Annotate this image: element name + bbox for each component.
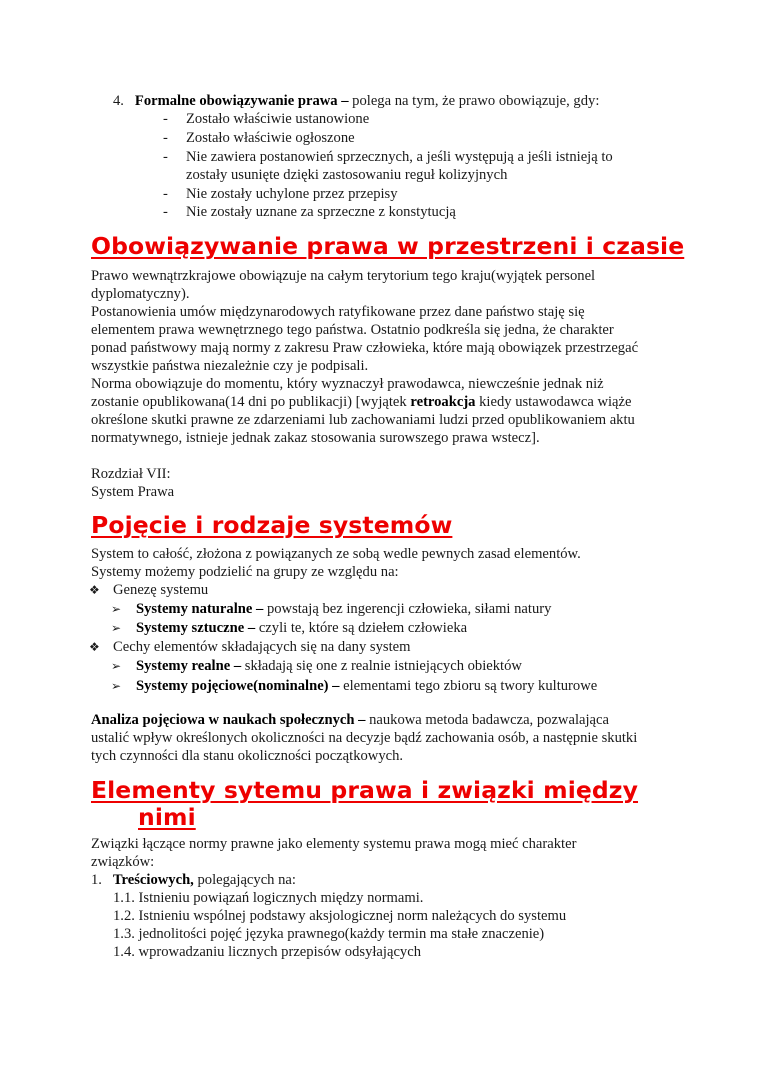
list-item: Systemy pojęciowe(nominalne) – elementami tego zbioru są twory kulturowe — [136, 678, 598, 694]
term-retroaction: retroakcja — [410, 394, 476, 410]
sub-list-item: 1.2. Istnieniu wspólnej podstawy aksjologicznej norm należących do systemu — [113, 908, 567, 924]
paragraph-line-retroaction: zostanie opublikowana(14 dni po publikacji) [wyjątek retroakcja kiedy ustawodawca wiąże — [91, 394, 632, 410]
arrow-bullet-icon: ➢ — [111, 659, 122, 673]
list-item-content: 1. Treściowych, polegających na: — [91, 872, 296, 888]
dash-bullet: - — [163, 111, 168, 127]
chapter-number: Rozdział VII: — [91, 466, 171, 482]
paragraph-line: Związki łączące normy prawne jako elementy systemu prawa mogą mieć charakter — [91, 836, 577, 852]
definition-analysis: Analiza pojęciowa w naukach społecznych – naukowa metoda badawcza, pozwalająca — [91, 712, 609, 728]
dash-bullet: - — [163, 130, 168, 146]
list-item: Systemy realne – składają się one z realnie istniejących obiektów — [136, 658, 522, 674]
paragraph-line: określone skutki prawne ze zdarzeniami lub zachowaniami ludzi przed opublikowaniem aktu — [91, 412, 635, 428]
arrow-bullet-icon: ➢ — [111, 621, 122, 635]
paragraph-line: Norma obowiązuje do momentu, który wyznaczył prawodawca, niewcześnie jednak niż — [91, 376, 604, 392]
arrow-bullet-icon: ➢ — [111, 602, 122, 616]
paragraph-line: Postanowienia umów międzynarodowych ratyfikowane przez dane państwo staję się — [91, 304, 585, 320]
diamond-bullet-icon: ❖ — [89, 583, 100, 597]
list-item: Nie zawiera postanowień sprzecznych, a jeśli występują a jeśli istnieją to — [186, 149, 613, 165]
list-item: Systemy sztuczne – czyli te, które są dziełem człowieka — [136, 620, 468, 636]
paragraph-line: elementem prawa wewnętrznego tego państwa. Ostatnio podkreśla się jedna, że charakter — [91, 322, 614, 338]
paragraph-line: System to całość, złożona z powiązanych ze sobą wedle pewnych zasad elementów. — [91, 546, 581, 562]
dash-bullet: - — [163, 149, 168, 165]
paragraph-line: Systemy możemy podzielić na grupy ze względu na: — [91, 564, 399, 580]
paragraph-line: wszystkie państwa niezależnie czy je podpisali. — [91, 358, 369, 374]
paragraph-line: normatywnego, istnieje jednak zakaz stosowania surowszego prawa wstecz]. — [91, 430, 540, 446]
paragraph-line: Prawo wewnątrzkrajowe obowiązuje na całym terytorium tego kraju(wyjątek personel — [91, 268, 596, 284]
heading-space-time: Obowiązywanie prawa w przestrzeni i czasie — [91, 232, 685, 260]
list-item-continuation: zostały usunięte dzięki zastosowaniu reguł kolizyjnych — [186, 167, 508, 183]
list-item: Nie zostały uchylone przez przepisy — [186, 186, 398, 202]
chapter-title: System Prawa — [91, 484, 175, 500]
sub-list-item: 1.3. jednolitości pojęć języka prawnego(każdy termin ma stałe znaczenie) — [113, 926, 545, 942]
paragraph-line: związków: — [91, 854, 155, 870]
list-item-formal: 4. Formalne obowiązywanie prawa – polega na tym, że prawo obowiązuje, gdy: — [113, 93, 600, 109]
paragraph-line: ponad państwowy mają normy z zakresu Praw człowieka, które mają obowiązek przestrzegać — [91, 340, 639, 356]
list-item: Zostało właściwie ogłoszone — [186, 130, 355, 146]
heading-systems: Pojęcie i rodzaje systemów — [91, 511, 453, 539]
list-item: Nie zostały uznane za sprzeczne z konstytucją — [186, 204, 456, 220]
sub-list-item: 1.1. Istnieniu powiązań logicznych między normami. — [113, 890, 424, 906]
list-item: Systemy naturalne – powstają bez ingerencji człowieka, siłami natury — [136, 601, 552, 617]
paragraph-line: ustalić wpływ określonych okoliczności na decyzje bądź zachowania osób, a następnie skutki — [91, 730, 638, 746]
group-label: Genezę systemu — [113, 582, 209, 598]
group-label: Cechy elementów składających się na dany system — [113, 639, 411, 655]
heading-elements: Elementy sytemu prawa i związki między — [91, 776, 639, 804]
dash-bullet: - — [163, 204, 168, 220]
arrow-bullet-icon: ➢ — [111, 679, 122, 693]
paragraph-line: tych czynności dla stanu okoliczności początkowych. — [91, 748, 404, 764]
term: Formalne obowiązywanie prawa – — [134, 93, 349, 109]
diamond-bullet-icon: ❖ — [89, 640, 100, 654]
heading-elements-continuation: nimi — [138, 803, 196, 831]
sub-list-item: 1.4. wprowadzaniu licznych przepisów odsyłających — [113, 944, 421, 960]
dash-bullet: - — [163, 186, 168, 202]
list-number: 4. — [113, 93, 124, 109]
paragraph-line: dyplomatyczny). — [91, 286, 190, 302]
list-item: Zostało właściwie ustanowione — [186, 111, 370, 127]
